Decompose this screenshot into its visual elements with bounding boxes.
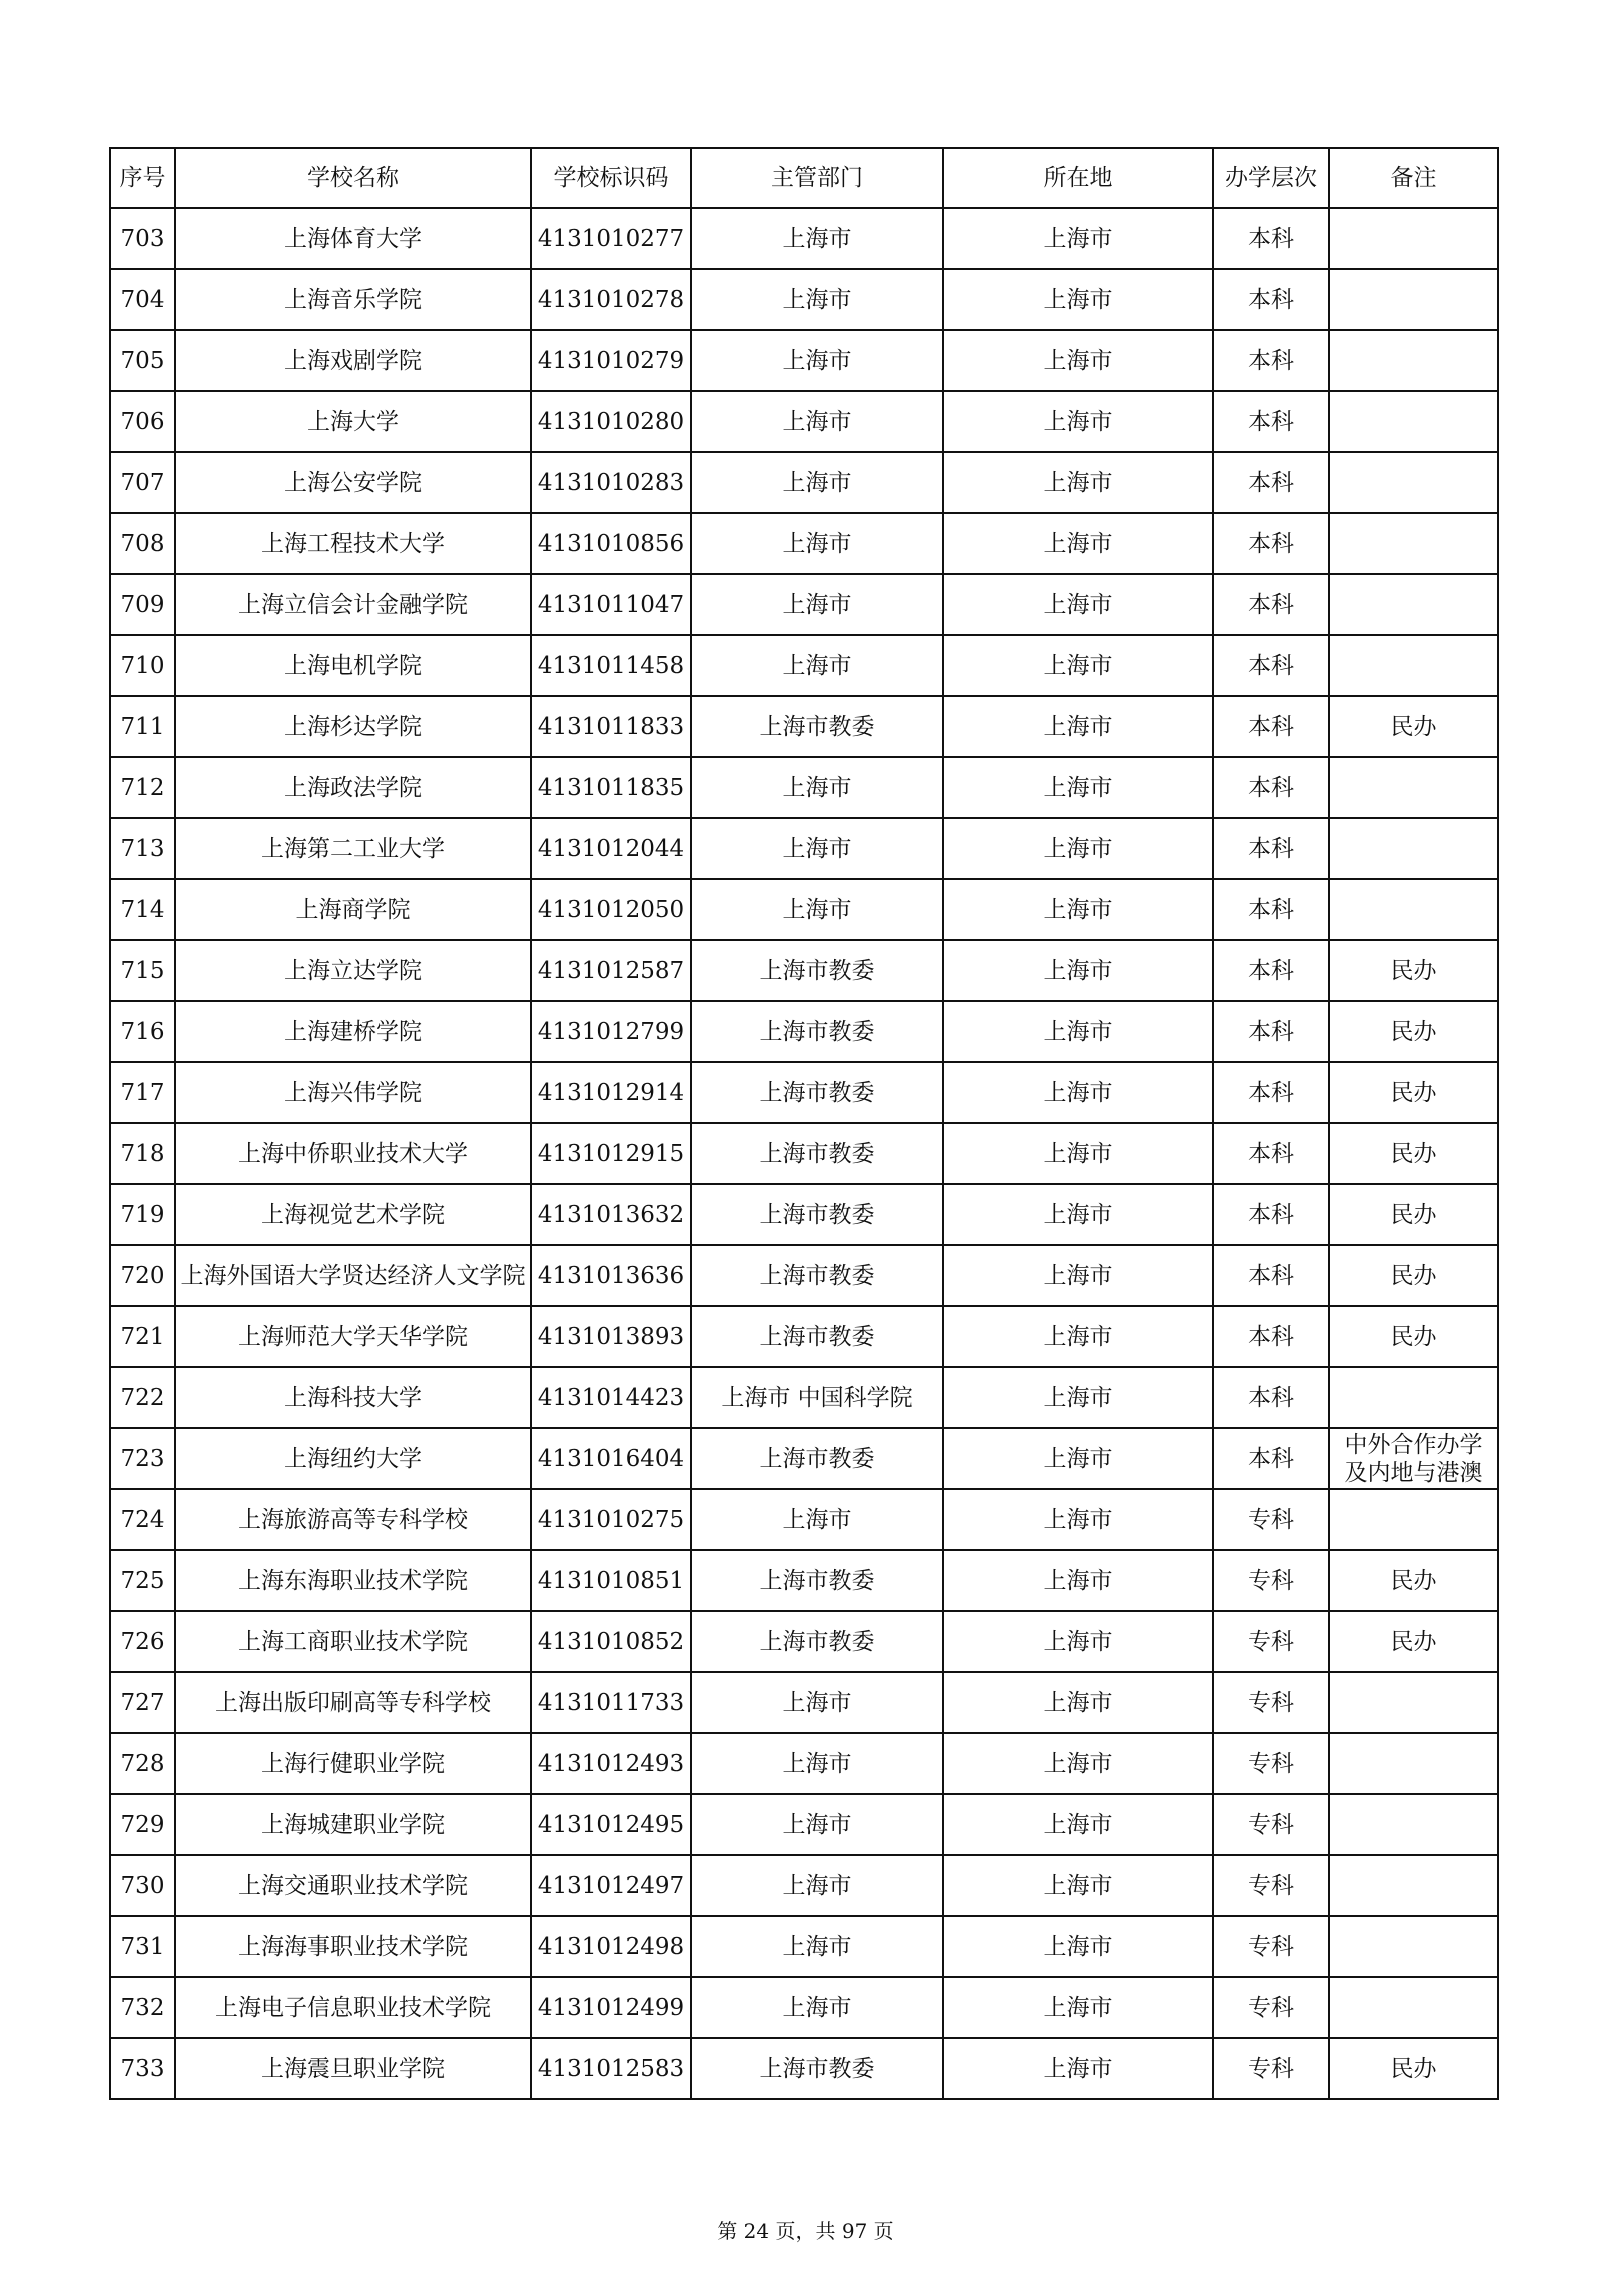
header-school-name: 学校名称	[175, 148, 531, 208]
cell-school-name: 上海大学	[175, 391, 531, 452]
cell-school-name: 上海交通职业技术学院	[175, 1855, 531, 1916]
cell-department: 上海市	[691, 574, 943, 635]
cell-location: 上海市	[943, 1062, 1213, 1123]
cell-department: 上海市	[691, 818, 943, 879]
cell-department: 上海市教委	[691, 2038, 943, 2099]
cell-remarks	[1329, 818, 1498, 879]
cell-school-code: 4131011833	[531, 696, 691, 757]
cell-school-code: 4131012495	[531, 1794, 691, 1855]
cell-department: 上海市教委	[691, 1001, 943, 1062]
cell-level: 专科	[1213, 1794, 1329, 1855]
cell-school-code: 4131012493	[531, 1733, 691, 1794]
cell-location: 上海市	[943, 940, 1213, 1001]
table-row	[110, 513, 1498, 574]
cell-level: 本科	[1213, 1367, 1329, 1428]
cell-index: 715	[110, 940, 175, 1001]
cell-remarks	[1329, 452, 1498, 513]
cell-department: 上海市	[691, 1977, 943, 2038]
cell-department: 上海市	[691, 391, 943, 452]
cell-department: 上海市	[691, 1672, 943, 1733]
cell-level: 本科	[1213, 269, 1329, 330]
cell-index: 726	[110, 1611, 175, 1672]
table-row	[110, 1428, 1498, 1489]
cell-index: 705	[110, 330, 175, 391]
cell-remarks	[1329, 757, 1498, 818]
cell-remarks	[1329, 574, 1498, 635]
table-row	[110, 269, 1498, 330]
cell-school-code: 4131013632	[531, 1184, 691, 1245]
cell-school-code: 4131010277	[531, 208, 691, 269]
cell-index: 717	[110, 1062, 175, 1123]
cell-school-code: 4131016404	[531, 1428, 691, 1489]
cell-index: 721	[110, 1306, 175, 1367]
cell-school-name: 上海外国语大学贤达经济人文学院	[175, 1245, 531, 1306]
cell-location: 上海市	[943, 513, 1213, 574]
cell-school-code: 4131010275	[531, 1489, 691, 1550]
cell-remarks	[1329, 269, 1498, 330]
cell-index: 727	[110, 1672, 175, 1733]
cell-location: 上海市	[943, 1672, 1213, 1733]
cell-level: 本科	[1213, 513, 1329, 574]
cell-school-code: 4131012498	[531, 1916, 691, 1977]
cell-level: 本科	[1213, 1184, 1329, 1245]
cell-school-name: 上海震旦职业学院	[175, 2038, 531, 2099]
cell-remarks: 民办	[1329, 2038, 1498, 2099]
table-row	[110, 757, 1498, 818]
table-row	[110, 696, 1498, 757]
cell-school-code: 4131011047	[531, 574, 691, 635]
cell-school-name: 上海工程技术大学	[175, 513, 531, 574]
cell-index: 730	[110, 1855, 175, 1916]
table-row	[110, 452, 1498, 513]
cell-department: 上海市	[691, 452, 943, 513]
cell-school-name: 上海旅游高等专科学校	[175, 1489, 531, 1550]
cell-level: 专科	[1213, 1733, 1329, 1794]
cell-index: 733	[110, 2038, 175, 2099]
cell-department: 上海市	[691, 757, 943, 818]
table-row	[110, 1550, 1498, 1611]
cell-location: 上海市	[943, 1977, 1213, 2038]
cell-location: 上海市	[943, 452, 1213, 513]
cell-school-name: 上海立达学院	[175, 940, 531, 1001]
table-row	[110, 635, 1498, 696]
table-row	[110, 818, 1498, 879]
cell-location: 上海市	[943, 330, 1213, 391]
cell-school-name: 上海科技大学	[175, 1367, 531, 1428]
cell-school-code: 4131011458	[531, 635, 691, 696]
cell-school-code: 4131012583	[531, 2038, 691, 2099]
cell-school-code: 4131010280	[531, 391, 691, 452]
cell-location: 上海市	[943, 1855, 1213, 1916]
header-school-code: 学校标识码	[531, 148, 691, 208]
cell-index: 731	[110, 1916, 175, 1977]
cell-remarks	[1329, 513, 1498, 574]
cell-school-name: 上海戏剧学院	[175, 330, 531, 391]
cell-level: 本科	[1213, 452, 1329, 513]
cell-department: 上海市教委	[691, 1306, 943, 1367]
cell-remarks	[1329, 1916, 1498, 1977]
cell-remarks	[1329, 635, 1498, 696]
cell-school-name: 上海工商职业技术学院	[175, 1611, 531, 1672]
cell-department: 上海市	[691, 1489, 943, 1550]
table-row	[110, 1855, 1498, 1916]
cell-department: 上海市教委	[691, 1428, 943, 1489]
cell-location: 上海市	[943, 1611, 1213, 1672]
cell-school-code: 4131012050	[531, 879, 691, 940]
table-row	[110, 940, 1498, 1001]
table-body	[110, 208, 1498, 2099]
schools-table	[109, 147, 1499, 2100]
table-row	[110, 2038, 1498, 2099]
cell-department: 上海市	[691, 635, 943, 696]
cell-remarks: 民办	[1329, 1062, 1498, 1123]
cell-location: 上海市	[943, 1245, 1213, 1306]
table-row	[110, 1794, 1498, 1855]
cell-index: 723	[110, 1428, 175, 1489]
cell-school-code: 4131011733	[531, 1672, 691, 1733]
cell-school-name: 上海兴伟学院	[175, 1062, 531, 1123]
cell-department: 上海市教委	[691, 1062, 943, 1123]
table-row	[110, 1245, 1498, 1306]
cell-remarks: 民办	[1329, 1611, 1498, 1672]
cell-school-code: 4131010851	[531, 1550, 691, 1611]
cell-level: 专科	[1213, 1672, 1329, 1733]
cell-school-name: 上海政法学院	[175, 757, 531, 818]
cell-department: 上海市	[691, 1794, 943, 1855]
cell-school-code: 4131012799	[531, 1001, 691, 1062]
cell-school-code: 4131012915	[531, 1123, 691, 1184]
cell-school-name: 上海商学院	[175, 879, 531, 940]
cell-remarks: 民办	[1329, 1245, 1498, 1306]
cell-level: 本科	[1213, 574, 1329, 635]
cell-department: 上海市教委	[691, 1611, 943, 1672]
cell-department: 上海市教委	[691, 1550, 943, 1611]
header-level: 办学层次	[1213, 148, 1329, 208]
cell-department: 上海市教委	[691, 940, 943, 1001]
cell-index: 707	[110, 452, 175, 513]
cell-remarks: 民办	[1329, 1184, 1498, 1245]
cell-location: 上海市	[943, 818, 1213, 879]
cell-index: 713	[110, 818, 175, 879]
cell-remarks	[1329, 1794, 1498, 1855]
cell-location: 上海市	[943, 391, 1213, 452]
cell-location: 上海市	[943, 1184, 1213, 1245]
cell-index: 709	[110, 574, 175, 635]
cell-remarks	[1329, 1672, 1498, 1733]
cell-department: 上海市教委	[691, 1123, 943, 1184]
cell-index: 725	[110, 1550, 175, 1611]
cell-school-name: 上海体育大学	[175, 208, 531, 269]
header-department: 主管部门	[691, 148, 943, 208]
cell-location: 上海市	[943, 879, 1213, 940]
table-row	[110, 1001, 1498, 1062]
cell-school-name: 上海出版印刷高等专科学校	[175, 1672, 531, 1733]
cell-index: 732	[110, 1977, 175, 2038]
cell-remarks: 民办	[1329, 1550, 1498, 1611]
cell-school-code: 4131012587	[531, 940, 691, 1001]
cell-level: 专科	[1213, 1489, 1329, 1550]
cell-level: 本科	[1213, 391, 1329, 452]
cell-level: 本科	[1213, 208, 1329, 269]
cell-remarks: 民办	[1329, 1123, 1498, 1184]
cell-department: 上海市	[691, 879, 943, 940]
cell-level: 本科	[1213, 940, 1329, 1001]
cell-department: 上海市	[691, 269, 943, 330]
cell-level: 专科	[1213, 1855, 1329, 1916]
cell-school-name: 上海海事职业技术学院	[175, 1916, 531, 1977]
cell-location: 上海市	[943, 1123, 1213, 1184]
table-row	[110, 208, 1498, 269]
cell-index: 722	[110, 1367, 175, 1428]
cell-level: 本科	[1213, 330, 1329, 391]
cell-school-code: 4131010856	[531, 513, 691, 574]
cell-index: 718	[110, 1123, 175, 1184]
cell-remarks	[1329, 1489, 1498, 1550]
table-row	[110, 1916, 1498, 1977]
cell-school-code: 4131012914	[531, 1062, 691, 1123]
cell-location: 上海市	[943, 1550, 1213, 1611]
cell-location: 上海市	[943, 574, 1213, 635]
cell-school-name: 上海建桥学院	[175, 1001, 531, 1062]
cell-school-name: 上海第二工业大学	[175, 818, 531, 879]
cell-school-code: 4131010278	[531, 269, 691, 330]
cell-index: 706	[110, 391, 175, 452]
cell-level: 本科	[1213, 1428, 1329, 1489]
cell-index: 704	[110, 269, 175, 330]
table-row	[110, 391, 1498, 452]
cell-school-name: 上海师范大学天华学院	[175, 1306, 531, 1367]
cell-index: 711	[110, 696, 175, 757]
cell-school-code: 4131013636	[531, 1245, 691, 1306]
cell-school-code: 4131013893	[531, 1306, 691, 1367]
cell-level: 本科	[1213, 1062, 1329, 1123]
cell-remarks	[1329, 1367, 1498, 1428]
cell-remarks	[1329, 330, 1498, 391]
cell-school-code: 4131014423	[531, 1367, 691, 1428]
cell-level: 专科	[1213, 2038, 1329, 2099]
cell-department: 上海市	[691, 330, 943, 391]
cell-location: 上海市	[943, 757, 1213, 818]
cell-location: 上海市	[943, 1367, 1213, 1428]
cell-location: 上海市	[943, 1306, 1213, 1367]
table-row	[110, 1306, 1498, 1367]
cell-index: 710	[110, 635, 175, 696]
cell-remarks: 民办	[1329, 1001, 1498, 1062]
cell-level: 本科	[1213, 635, 1329, 696]
cell-remarks: 民办	[1329, 1306, 1498, 1367]
cell-level: 本科	[1213, 1001, 1329, 1062]
cell-index: 729	[110, 1794, 175, 1855]
cell-school-code: 4131012497	[531, 1855, 691, 1916]
cell-school-name: 上海电子信息职业技术学院	[175, 1977, 531, 2038]
header-remarks: 备注	[1329, 148, 1498, 208]
cell-index: 728	[110, 1733, 175, 1794]
cell-level: 专科	[1213, 1611, 1329, 1672]
cell-remarks	[1329, 1977, 1498, 2038]
cell-school-code: 4131011835	[531, 757, 691, 818]
cell-level: 本科	[1213, 696, 1329, 757]
cell-level: 本科	[1213, 818, 1329, 879]
table-header-row	[110, 148, 1498, 208]
cell-school-name: 上海行健职业学院	[175, 1733, 531, 1794]
cell-remarks: 民办	[1329, 696, 1498, 757]
cell-location: 上海市	[943, 208, 1213, 269]
cell-level: 专科	[1213, 1550, 1329, 1611]
cell-department: 上海市	[691, 1916, 943, 1977]
cell-location: 上海市	[943, 1489, 1213, 1550]
cell-school-code: 4131010279	[531, 330, 691, 391]
cell-school-name: 上海杉达学院	[175, 696, 531, 757]
table-row	[110, 1123, 1498, 1184]
table-row	[110, 879, 1498, 940]
cell-level: 本科	[1213, 1306, 1329, 1367]
cell-location: 上海市	[943, 1916, 1213, 1977]
table-row	[110, 1062, 1498, 1123]
cell-level: 专科	[1213, 1916, 1329, 1977]
table-row	[110, 1672, 1498, 1733]
cell-level: 本科	[1213, 879, 1329, 940]
header-location: 所在地	[943, 148, 1213, 208]
table-row	[110, 1611, 1498, 1672]
cell-school-name: 上海公安学院	[175, 452, 531, 513]
cell-remarks: 中外合作办学及内地与港澳	[1329, 1428, 1498, 1489]
cell-school-code: 4131012044	[531, 818, 691, 879]
cell-department: 上海市	[691, 208, 943, 269]
cell-location: 上海市	[943, 2038, 1213, 2099]
cell-remarks	[1329, 208, 1498, 269]
table-row	[110, 1733, 1498, 1794]
page-number: 第 24 页，共 97 页	[717, 2219, 894, 2243]
cell-location: 上海市	[943, 1428, 1213, 1489]
cell-location: 上海市	[943, 1001, 1213, 1062]
cell-school-name: 上海中侨职业技术大学	[175, 1123, 531, 1184]
cell-school-name: 上海电机学院	[175, 635, 531, 696]
cell-index: 719	[110, 1184, 175, 1245]
table-row	[110, 1184, 1498, 1245]
cell-index: 712	[110, 757, 175, 818]
cell-remarks	[1329, 879, 1498, 940]
header-index: 序号	[110, 148, 175, 208]
cell-school-name: 上海城建职业学院	[175, 1794, 531, 1855]
cell-index: 714	[110, 879, 175, 940]
cell-index: 720	[110, 1245, 175, 1306]
cell-location: 上海市	[943, 635, 1213, 696]
cell-department: 上海市	[691, 1733, 943, 1794]
cell-school-code: 4131012499	[531, 1977, 691, 2038]
cell-index: 716	[110, 1001, 175, 1062]
cell-location: 上海市	[943, 1794, 1213, 1855]
cell-school-name: 上海东海职业技术学院	[175, 1550, 531, 1611]
cell-index: 724	[110, 1489, 175, 1550]
cell-index: 703	[110, 208, 175, 269]
cell-school-name: 上海纽约大学	[175, 1428, 531, 1489]
cell-school-name: 上海立信会计金融学院	[175, 574, 531, 635]
cell-remarks	[1329, 1855, 1498, 1916]
table-row	[110, 330, 1498, 391]
cell-department: 上海市	[691, 1855, 943, 1916]
cell-department: 上海市 中国科学院	[691, 1367, 943, 1428]
table-row	[110, 1489, 1498, 1550]
cell-school-code: 4131010852	[531, 1611, 691, 1672]
cell-level: 本科	[1213, 757, 1329, 818]
cell-department: 上海市教委	[691, 696, 943, 757]
cell-remarks	[1329, 391, 1498, 452]
cell-department: 上海市教委	[691, 1184, 943, 1245]
cell-location: 上海市	[943, 1733, 1213, 1794]
cell-department: 上海市教委	[691, 1245, 943, 1306]
cell-location: 上海市	[943, 269, 1213, 330]
cell-school-code: 4131010283	[531, 452, 691, 513]
cell-level: 专科	[1213, 1977, 1329, 2038]
cell-remarks	[1329, 1733, 1498, 1794]
cell-location: 上海市	[943, 696, 1213, 757]
cell-level: 本科	[1213, 1123, 1329, 1184]
cell-school-name: 上海音乐学院	[175, 269, 531, 330]
cell-school-name: 上海视觉艺术学院	[175, 1184, 531, 1245]
cell-remarks: 民办	[1329, 940, 1498, 1001]
cell-index: 708	[110, 513, 175, 574]
table-row	[110, 574, 1498, 635]
table-row	[110, 1367, 1498, 1428]
cell-department: 上海市	[691, 513, 943, 574]
table-row	[110, 1977, 1498, 2038]
cell-level: 本科	[1213, 1245, 1329, 1306]
